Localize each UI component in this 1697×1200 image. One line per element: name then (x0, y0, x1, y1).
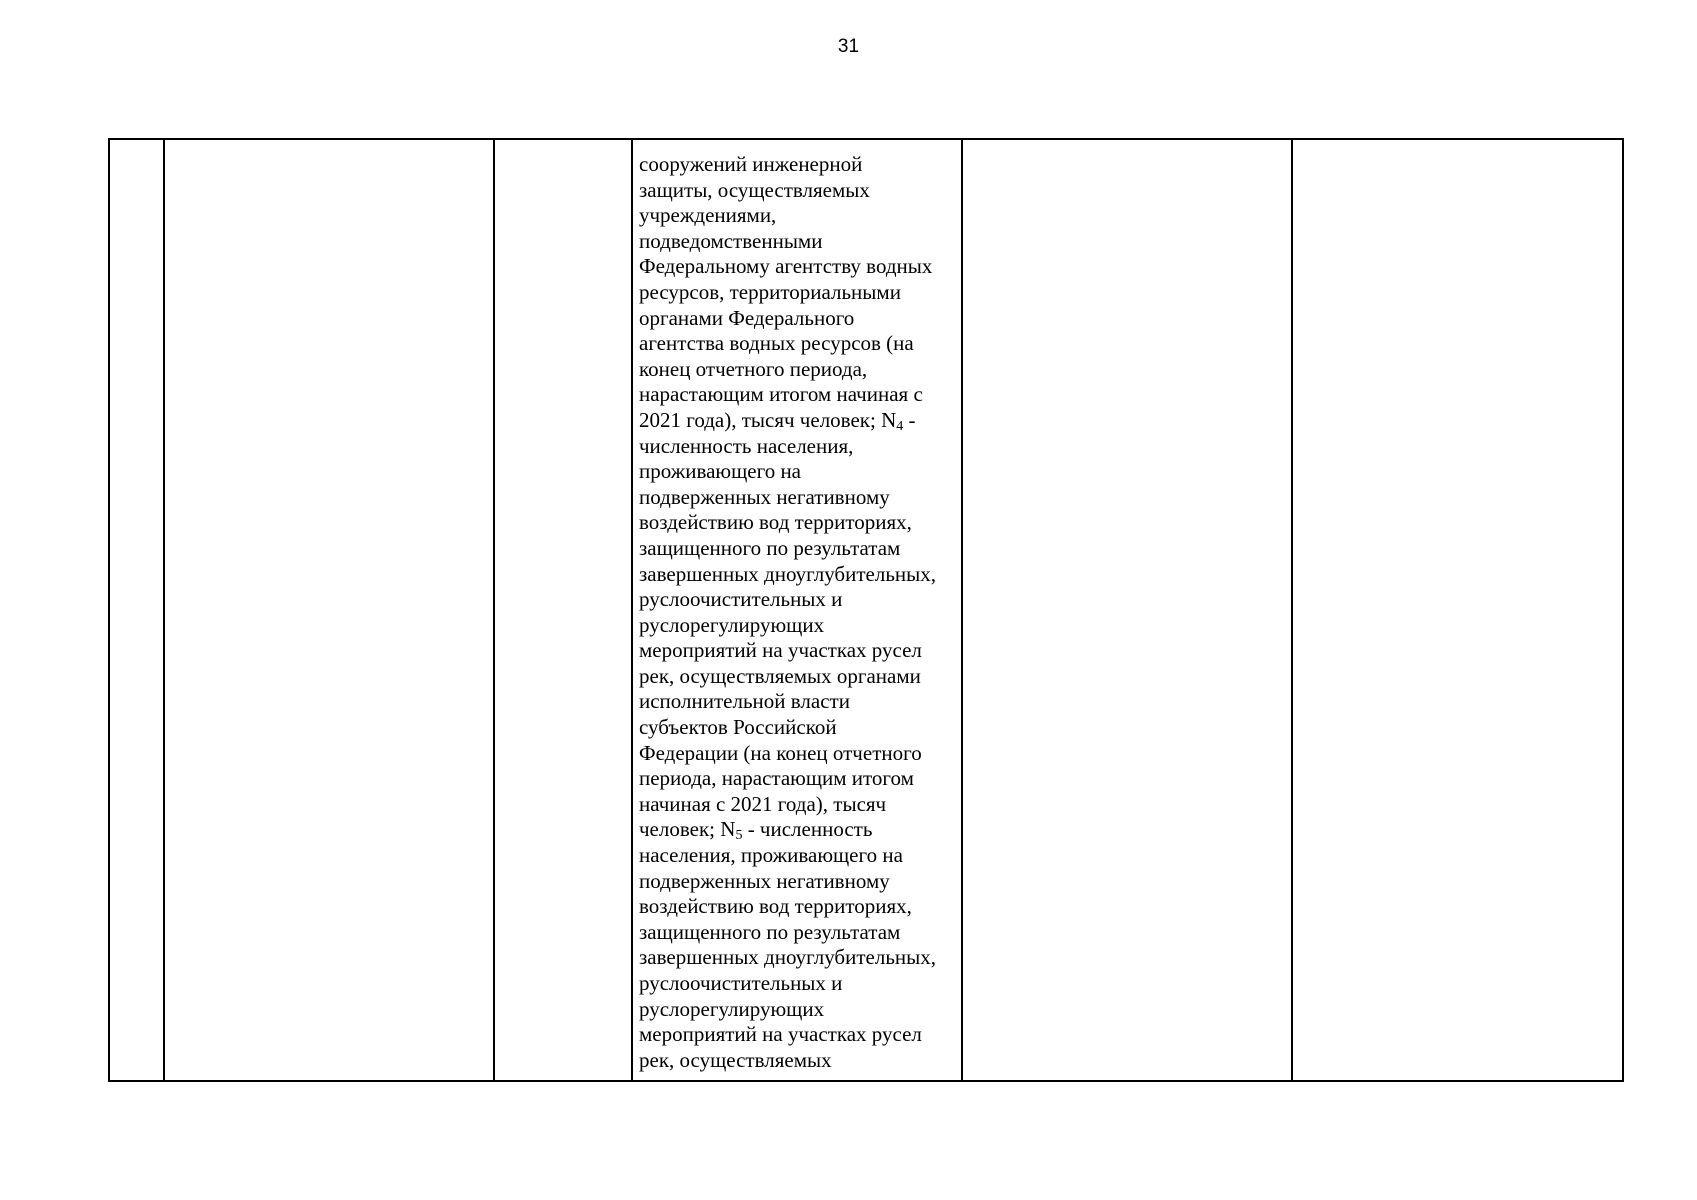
methodology-text (633, 140, 961, 1073)
methodology-line: подверженных негативному (639, 868, 890, 893)
methodology-line: воздействию вод территориях, (639, 510, 912, 535)
methodology-line: органами Федерального (639, 305, 855, 330)
methodology-line: мероприятий на участках русел (639, 1022, 922, 1047)
cell-methodology (632, 139, 962, 1081)
cell-source (962, 139, 1292, 1081)
methodology-line: исполнительной власти (639, 689, 850, 714)
methodology-line: руслорегулирующих (639, 612, 825, 637)
methodology-line: ресурсов, территориальными (639, 279, 901, 304)
cell-number (109, 139, 164, 1081)
methodology-line: руслоочистительных и (639, 971, 843, 995)
methodology-line: учреждениями, (639, 203, 777, 228)
methodology-line: воздействию вод территориях, (639, 894, 912, 919)
cell-name (164, 139, 494, 1081)
methodology-line: подведомственными (639, 228, 823, 253)
methodology-line: конец отчетного периода, (639, 356, 868, 381)
methodology-line: защиты, осуществляемых (639, 177, 870, 202)
methodology-line: подверженных негативному (639, 484, 890, 509)
methodology-line: начиная с 2021 года), тысяч (639, 791, 887, 816)
page-number: 31 (837, 36, 860, 57)
methodology-line: мероприятий на участках русел (639, 638, 922, 663)
methodology-line: завершенных дноуглубительных, (639, 561, 937, 586)
methodology-line: человек; $N_5$ - численность (639, 817, 873, 844)
cell-unit (494, 139, 632, 1081)
methodology-line: рек, осуществляемых (639, 1047, 832, 1072)
methodology-line: 2021 года), тысяч человек; $N_4$ - (639, 407, 916, 434)
methodology-line: руслорегулирующих (639, 996, 825, 1021)
methodology-line: субъектов Российской (639, 715, 837, 740)
methodology-line: численность населения, (639, 433, 854, 458)
methodology-line: Федерации (на конец отчетного (639, 740, 922, 765)
methodology-line: агентства водных ресурсов (на (639, 331, 914, 356)
methodology-line: Федеральному агентству водных (639, 254, 933, 279)
table-row (109, 139, 1623, 1081)
methodology-line: периода, нарастающим итогом (639, 766, 914, 791)
methodology-line: сооружений инженерной (639, 152, 863, 176)
methodology-line: нарастающим итогом начиная с (639, 382, 923, 407)
methodology-line: защищенного по результатам (639, 919, 901, 944)
methodology-line: завершенных дноуглубительных, (639, 945, 937, 970)
document-table (108, 138, 1624, 1082)
methodology-line: населения, проживающего на (639, 843, 903, 868)
methodology-line: защищенного по результатам (639, 535, 901, 560)
methodology-line: рек, осуществляемых органами (639, 663, 921, 688)
cell-responsible (1292, 139, 1623, 1081)
methodology-line: проживающего на (639, 459, 802, 484)
methodology-line: руслоочистительных и (639, 587, 843, 612)
